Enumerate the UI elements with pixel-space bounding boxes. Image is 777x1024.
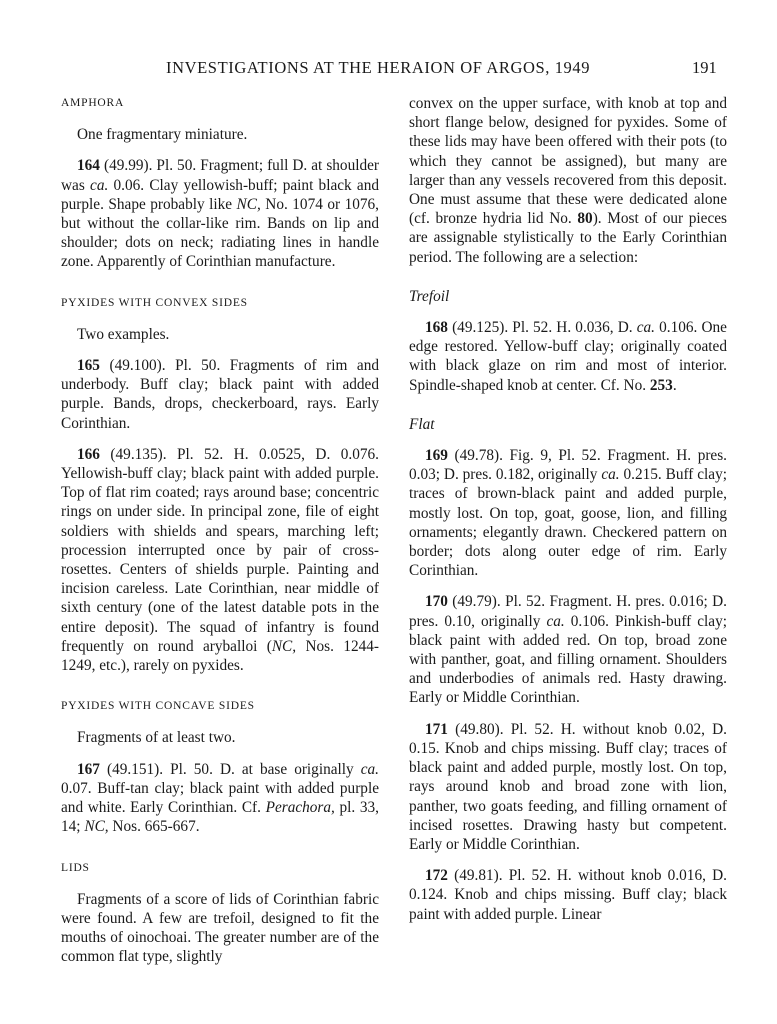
catalog-entry-164: 164 (49.99). Pl. 50. Fragment; full D. at shoulder was ca. 0.06. Clay yellowish-buff; paint black and purple. Shape probably like NC, No. 1074 or 1076, but without the collar-like rim. Bands on lip and shoulder; dots on neck; radiating lines in handle zone. Apparently of Corinthian manufacture. [61,157,379,271]
subheading-trefoil: Trefoil [409,287,450,305]
section-heading-lids: LIDS [61,861,90,874]
lids-paragraph-continued: convex on the upper surface, with knob at top and short flange below, designed for pyxides. Some of these lids may have been offered with their pots (to which they cannot be assigned), but many are larger than any vessels recovered from this deposit. One must assume that these were dedicated alone (cf. bronze hydria lid No. 80). Most of our pieces are assignable stylistically to the Early Corinthian period. The following are a selection: [409,95,727,266]
catalog-entry-165: 165 (49.100). Pl. 50. Fragments of rim and underbody. Buff clay; black paint with added purple. Bands, drops, checkerboard, rays. Early Corinthian. [61,357,379,432]
entry-number: 168 [425,319,448,337]
section-heading-pyxides-convex: PYXIDES WITH CONVEX SIDES [61,296,248,309]
catalog-entry-168: 168 (49.125). Pl. 52. H. 0.036, D. ca. 0.106. One edge restored. Yellow-buff clay; originally coated with black glaze on rim and most of interior. Spindle-shaped knob at center. Cf. No. 253. [409,319,727,394]
lids-paragraph-start: Fragments of a score of lids of Corinthian fabric were found. A few are trefoil, designed to fit the mouths of oinochoai. The greater number are of the common flat type, slightly [61,890,379,966]
catalog-entry-166: 166 (49.135). Pl. 52. H. 0.0525, D. 0.076. Yellowish-buff clay; black paint with added purple. Top of flat rim coated; rays around base; concentric rings on under side. In principal zone, file of eight soldiers with shields and spears, marching left; procession interrupted once by pair of cross-rosettes. Centers of shields purple. Painting and incision careless. Late Corinthian, near middle of sixth century (one of the latest datable pots in the entire deposit). The squad of infantry is found frequently on round aryballoi (NC, Nos. 1244-1249, etc.), rarely on pyxides. [61,445,380,675]
right-column [409,94,727,924]
page-header [0,58,777,80]
entry-number: 169 [425,447,448,465]
entry-number: 166 [77,445,100,463]
entry-number: 171 [425,720,448,738]
catalog-entry-167: 167 (49.151). Pl. 50. D. at base originally ca. 0.07. Buff-tan clay; black paint with added purple and white. Early Corinthian. Cf. Perachora, pl. 33, 14; NC, Nos. 665-667. [61,760,379,836]
catalog-entry-172: 172 (49.81). Pl. 52. H. without knob 0.016, D. 0.124. Knob and chips missing. Buff clay; black paint with added purple. Linear [409,867,727,923]
entry-number: 164 [77,157,100,175]
entry-number: 172 [425,867,448,885]
page-number: 191 [692,58,717,77]
section-heading-pyxides-concave: PYXIDES WITH CONCAVE SIDES [61,700,255,713]
catalog-entry-171: 171 (49.80). Pl. 52. H. without knob 0.02, D. 0.15. Knob and chips missing. Buff clay; traces of black paint and added purple, mostly lost. On top, rays around knob and broad zone with lion, panther, two goats feeding, and filling ornament of incised rosettes. Drawing hasty but competent. Early or Middle Corinthian. [409,720,727,853]
catalog-entry-169: 169 (49.78). Fig. 9, Pl. 52. Fragment. H. pres. 0.03; D. pres. 0.182, originally ca. 0.215. Buff clay; traces of brown-black paint and added purple, mostly lost. On top, goat, goose, lion, and filling ornaments; elegantly drawn. Checkered pattern on border; dots along outer edge of rim. Early Corinthian. [409,447,727,580]
catalog-entry-170: 170 (49.79). Pl. 52. Fragment. H. pres. 0.016; D. pres. 0.10, originally ca. 0.106. Pinkish-buff clay; black paint with added red. On top, broad zone with panther, goat, and filling ornament. Shoulders and underbodies of animals red. Hasty drawing. Early or Middle Corinthian. [409,593,727,707]
concave-intro: Fragments of at least two. [77,729,236,747]
entry-number: 170 [425,593,448,611]
subheading-flat: Flat [409,415,435,433]
left-column [61,94,379,967]
section-heading-amphora: AMPHORA [61,97,125,109]
amphora-intro: One fragmentary miniature. [77,126,248,144]
entry-number: 167 [77,760,100,778]
entry-number: 165 [77,357,100,375]
running-title: INVESTIGATIONS AT THE HERAION OF ARGOS, 1949 [166,58,591,77]
convex-intro: Two examples. [77,325,170,343]
